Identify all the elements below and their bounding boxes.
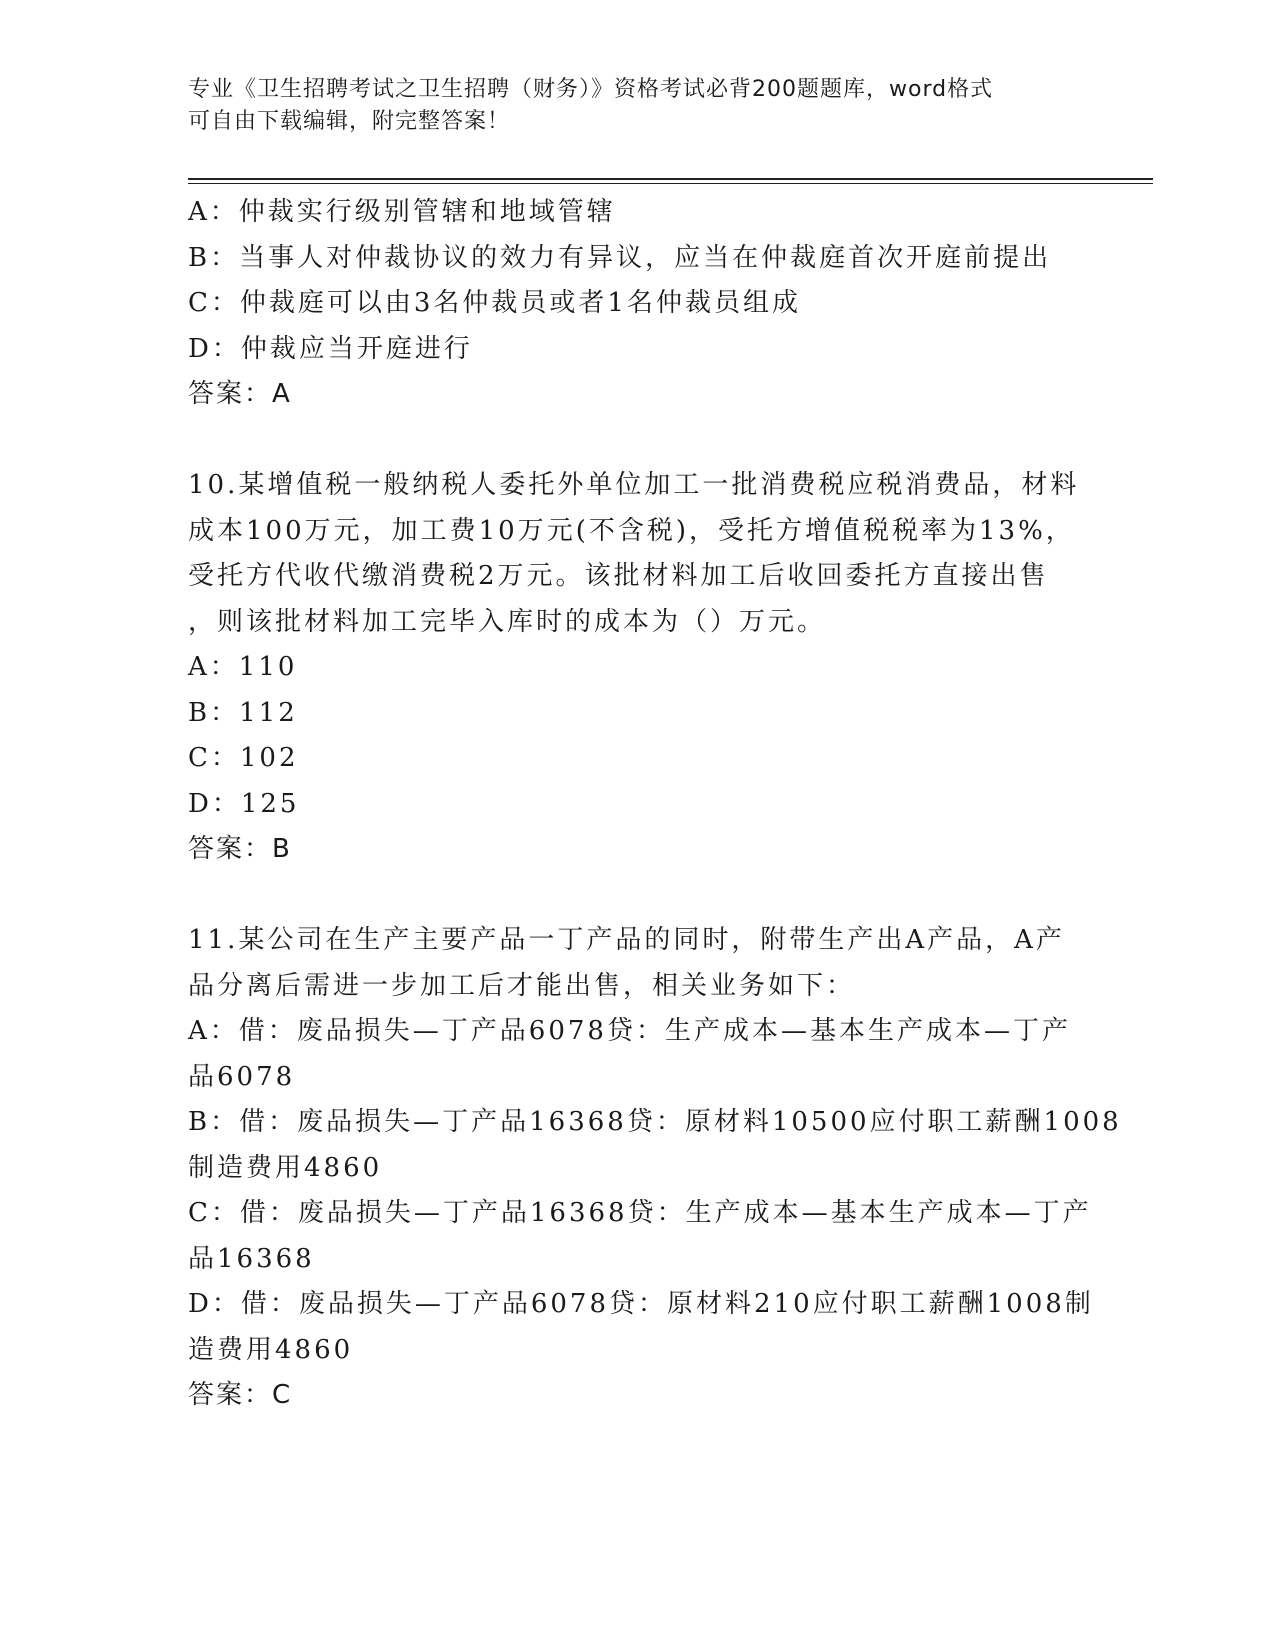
question-stem-line: 受托方代收代缴消费税2万元。该批材料加工后收回委托方直接出售 bbox=[188, 561, 1049, 591]
question-stem-line: 成本100万元，加工费10万元(不含税)，受托方增值税税率为13%， bbox=[188, 515, 1075, 546]
option-b: B：借：废品损失—丁产品16368贷：原材料10500应付职工薪酬1008 bbox=[188, 1107, 1122, 1137]
question-content bbox=[188, 190, 1122, 1419]
option-c: C：借：废品损失—丁产品16368贷：生产成本—基本生产成本—丁产 bbox=[188, 1198, 1092, 1228]
header-divider-thin bbox=[188, 183, 1153, 184]
question-10 bbox=[188, 463, 1088, 873]
option-a-continued: 品6078 bbox=[188, 1061, 296, 1092]
option-b: B：当事人对仲裁协议的效力有异议，应当在仲裁庭首次开庭前提出 bbox=[188, 242, 1052, 273]
spacer bbox=[188, 873, 1088, 919]
option-b: B：112 bbox=[188, 697, 298, 728]
document-header bbox=[188, 74, 1088, 138]
header-title-line-2: 可自由下载编辑，附完整答案！ bbox=[188, 109, 511, 134]
option-c: C：仲裁庭可以由3名仲裁员或者1名仲裁员组成 bbox=[188, 288, 801, 318]
question-stem-line: ，则该批材料加工完毕入库时的成本为（）万元。 bbox=[188, 606, 827, 637]
header-divider-thick bbox=[188, 178, 1153, 180]
question-stem-line: 11.某公司在生产主要产品一丁产品的同时，附带生产出A产品，A产 bbox=[188, 925, 1065, 955]
spacer bbox=[188, 418, 1088, 464]
option-d: D：125 bbox=[188, 788, 300, 819]
option-c: C：102 bbox=[188, 743, 299, 773]
question-11 bbox=[188, 918, 1122, 1419]
answer-line: 答案：B bbox=[188, 834, 292, 864]
answer-line: 答案：A bbox=[188, 379, 292, 409]
option-b-continued: 制造费用4860 bbox=[188, 1152, 383, 1183]
header-title-line-1: 专业《卫生招聘考试之卫生招聘（财务）》资格考试必背200题题库，word格式 bbox=[188, 77, 994, 102]
option-a: A：借：废品损失—丁产品6078贷：生产成本—基本生产成本—丁产 bbox=[188, 1016, 1071, 1046]
question-9 bbox=[188, 190, 1088, 418]
option-a: A：110 bbox=[188, 652, 298, 682]
option-d: D：借：废品损失—丁产品6078贷：原材料210应付职工薪酬1008制 bbox=[188, 1289, 1094, 1319]
answer-line: 答案：C bbox=[188, 1380, 293, 1410]
option-d: D：仲裁应当开庭进行 bbox=[188, 333, 473, 364]
question-stem-line: 10.某增值税一般纳税人委托外单位加工一批消费税应税消费品，材料 bbox=[188, 470, 1080, 500]
option-d-continued: 造费用4860 bbox=[188, 1334, 354, 1365]
option-a: A：仲裁实行级别管辖和地域管辖 bbox=[188, 197, 616, 227]
option-c-continued: 品16368 bbox=[188, 1243, 315, 1274]
question-stem-line: 品分离后需进一步加工后才能出售，相关业务如下： bbox=[188, 970, 856, 1001]
